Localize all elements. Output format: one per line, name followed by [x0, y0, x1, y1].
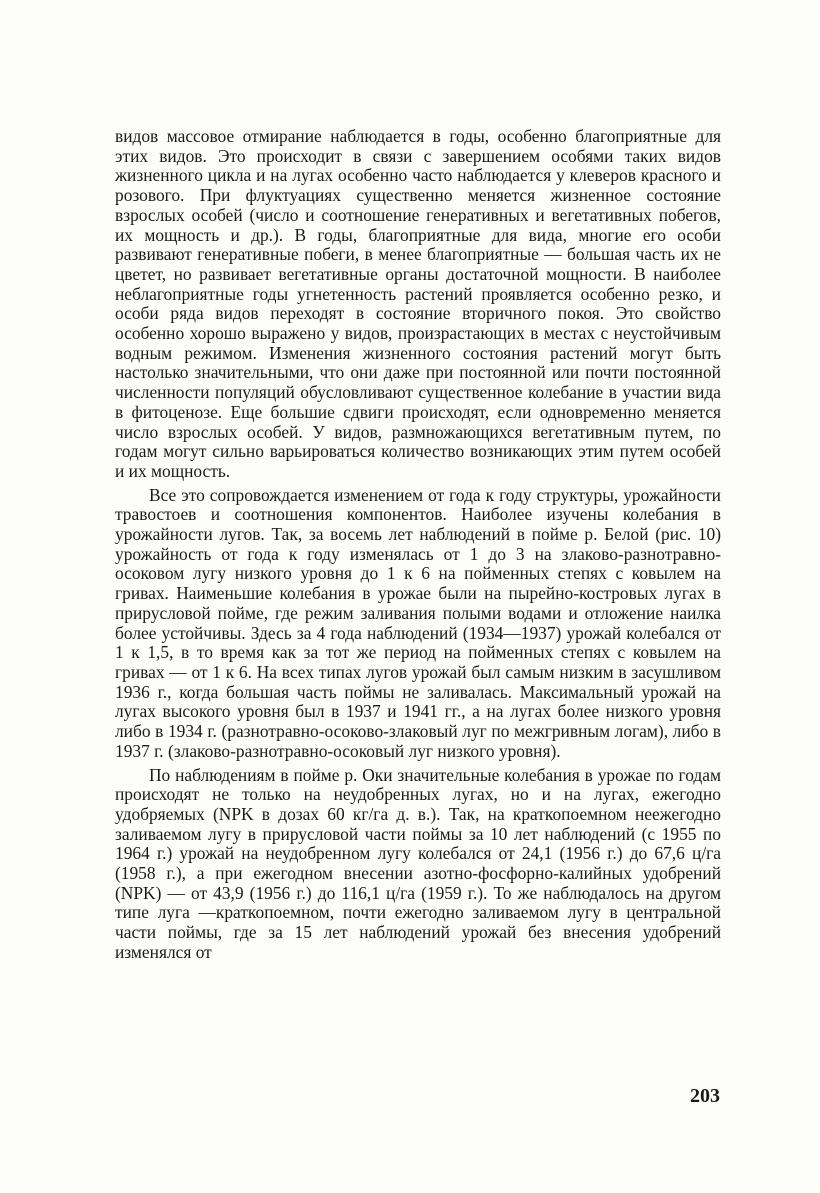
- body-text: [115, 127, 721, 963]
- page-number: 203: [690, 1085, 720, 1107]
- paragraph-continuation: видов массовое отмирание наблюдается в годы, особенно благоприятные для этих видов. Это происходит в связи с завершением особями таких видов жизненного цикла и на лугах особенно часто наблюдается у клеверов красного и розового. При флуктуациях существенно меняется жизненное состояние взрослых особей (число и соотношение генеративных и вегетативных побегов, их мощность и др.). В годы, благоприятные для вида, многие его особи развивают генеративные побеги, в менее благоприятные — большая часть их не цветет, но развивает вегетативные органы достаточной мощности. В наиболее неблагоприятные годы угнетенность растений проявляется особенно резко, и особи ряда видов переходят в состояние вторичного покоя. Это свойство особенно хорошо выражено у видов, произрастающих в местах с неустойчивым водным режимом. Изменения жизненного состояния растений могут быть настолько значительными, что они даже при постоянной или почти постоянной численности популяций обусловливают существенное колебание в участии вида в фитоценозе. Еще большие сдвиги происходят, если одновременно меняется число взрослых особей. У видов, размножающихся вегетативным путем, по годам могут сильно варьироваться количество возникающих этим путем особей и их мощность.: [115, 126, 721, 481]
- paragraph-yield-structure: Все это сопровождается изменением от года к году структуры, урожайности травостоев и соотношения компонентов. Наиболее изучены колебания в урожайности лугов. Так, за восемь лет наблюдений в пойме р. Белой (рис. 10) урожайность от года к году изменялась от 1 до 3 на злаково-разнотравно-осоковом лугу низкого уровня до 1 к 6 на пойменных степях с ковылем на гривах. Наименьшие колебания в урожае были на пырейно-костровых лугах в прирусловой пойме, где режим заливания полыми водами и отложение наилка более устойчивы. Здесь за 4 года наблюдений (1934—1937) урожай колебался от 1 к 1,5, в то время как за тот же период на пойменных степях с ковылем на гривах — от 1 к 6. На всех типах лугов урожай был самым низким в засушливом 1936 г., когда большая часть поймы не заливалась. Максимальный урожай на лугах высокого уровня был в 1937 и 1941 гг., а на лугах более низкого уровня либо в 1934 г. (разнотравно-осоково-злаковый луг по межгривным логам), либо в 1937 г. (злаково-разнотравно-осоковый луг низкого уровня).: [115, 484, 721, 761]
- paragraph-oka-floodplain: По наблюдениям в пойме р. Оки значительные колебания в урожае по годам происходят не только на неудобренных лугах, но и на лугах, ежегодно удобряемых (NPK в дозах 60 кг/га д. в.). Так, на краткопоемном неежегодно заливаемом лугу в прирусловой части поймы за 10 лет наблюдений (с 1955 по 1964 г.) урожай на неудобренном лугу колебался от 24,1 (1956 г.) до 67,6 ц/га (1958 г.), а при ежегодном внесении азотно-фосфорно-калийных удобрений (NPK) — от 43,9 (1956 г.) до 116,1 ц/га (1959 г.). То же наблюдалось на другом типе луга —краткопоемном, почти ежегодно заливаемом лугу в центральной части поймы, где за 15 лет наблюдений урожай без внесения удобрений изменялся от: [115, 764, 721, 962]
